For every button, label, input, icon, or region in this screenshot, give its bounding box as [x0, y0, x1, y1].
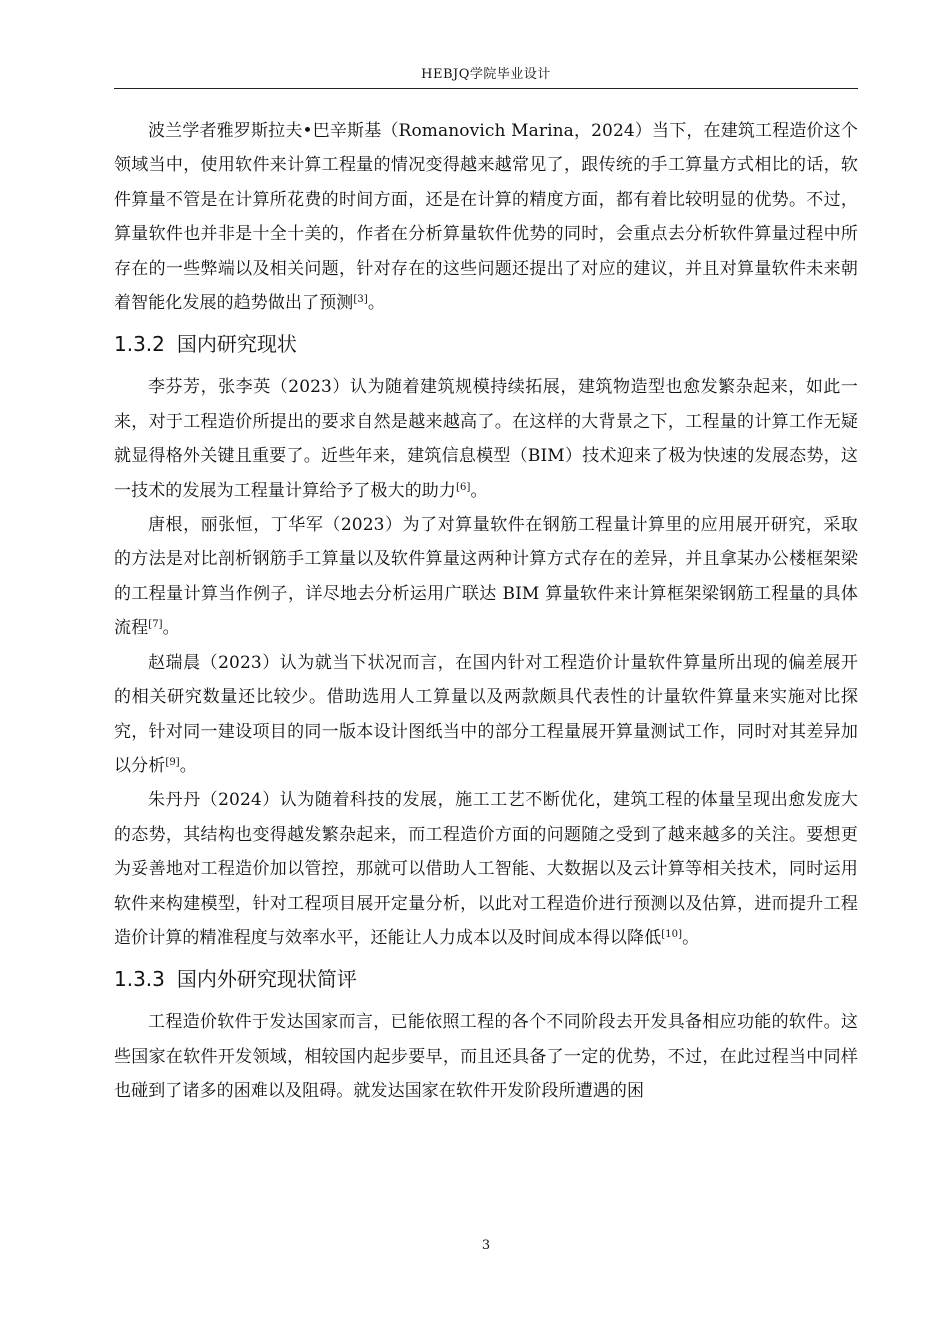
paragraph-text: 唐根，丽张恒，丁华军（2023）为了对算量软件在钢筋工程量计算里的应用展开研究，采取的方法是对比剖析钢筋手工算量以及软件算量这两种计算方式存在的差异，并且拿某办公楼框架梁的工程量计算当作例子，详尽地去分析运用广联达 BIM 算量软件来计算框架梁钢筋工程量的具体流程: [114, 515, 858, 639]
paragraph-tail: 。: [682, 927, 700, 948]
paragraph: [114, 370, 858, 508]
section-title: 国内外研究现状简评: [176, 967, 357, 992]
header-divider: [114, 88, 858, 89]
citation: [3]: [353, 294, 368, 306]
page-header: HEBJQ学院毕业设计: [421, 67, 551, 82]
section-number: 1.3.3: [114, 967, 165, 992]
paragraph-text: 朱丹丹（2024）认为随着科技的发展，施工工艺不断优化，建筑工程的体量呈现出愈发庞大的态势，其结构也变得越发繁杂起来，而工程造价方面的问题随之受到了越来越多的关注。要想更为妥善地对工程造价加以管控，那就可以借助人工智能、大数据以及云计算等相关技术，同时运用软件来构建模型，针对工程项目展开定量分析，以此对工程造价进行预测以及估算，进而提升工程造价计算的精准程度与效率水平，还能让人力成本以及时间成本得以降低: [114, 790, 858, 948]
paragraph-tail: 。: [179, 755, 197, 776]
paragraph-text: 波兰学者雅罗斯拉夫•巴辛斯基（Romanovich Marina，2024）当下，在建筑工程造价这个领域当中，使用软件来计算工程量的情况变得越来越常见了，跟传统的手工算量方式相比的话，软件算量不管是在计算所花费的时间方面，还是在计算的精度方面，都有着比较明显的优势。不过，算量软件也并非是十全十美的，作者在分析算量软件优势的同时，会重点去分析软件算量过程中所存在的一些弊端以及相关问题，针对存在的这些问题还提出了对应的建议，并且对算量软件未来朝着智能化发展的趋势做出了预测: [114, 121, 858, 314]
paragraph-tail: 。: [367, 293, 385, 314]
citation: [7]: [148, 619, 163, 631]
paragraph-text: 工程造价软件于发达国家而言，已能依照工程的各个不同阶段去开发具备相应功能的软件。这些国家在软件开发领域，相较国内起步要早，而且还具备了一定的优势，不过，在此过程当中同样也碰到了诸多的困难以及阻碍。就发达国家在软件开发阶段所遭遇的困: [114, 1012, 858, 1102]
paragraph: [114, 508, 858, 646]
page-number: 3: [481, 1238, 491, 1253]
section-heading-1-3-2: [114, 326, 858, 362]
citation: [9]: [165, 756, 180, 768]
section-heading-1-3-3: [114, 961, 858, 997]
paragraph-tail: 。: [162, 618, 180, 639]
paragraph-text: 赵瑞晨（2023）认为就当下状况而言，在国内针对工程造价计量软件算量所出现的偏差展开的相关研究数量还比较少。借助选用人工算量以及两款颇具代表性的计量软件算量来实施对比探究，针对同一建设项目的同一版本设计图纸当中的部分工程量展开算量测试工作，同时对其差异加以分析: [114, 652, 858, 776]
document-body: [114, 114, 858, 1109]
citation: [6]: [456, 481, 471, 493]
paragraph: [114, 646, 858, 784]
section-title: 国内研究现状: [176, 332, 297, 357]
paragraph: [114, 114, 858, 320]
paragraph: [114, 1005, 858, 1108]
paragraph-tail: 。: [470, 480, 488, 501]
citation: [10]: [661, 928, 683, 940]
section-number: 1.3.2: [114, 332, 165, 357]
paragraph: [114, 783, 858, 955]
paragraph-text: 李芬芳，张李英（2023）认为随着建筑规模持续拓展，建筑物造型也愈发繁杂起来，如此一来，对于工程造价所提出的要求自然是越来越高了。在这样的大背景之下，工程量的计算工作无疑就显得格外关键且重要了。近些年来，建筑信息模型（BIM）技术迎来了极为快速的发展态势，这一技术的发展为工程量计算给予了极大的助力: [114, 377, 858, 501]
